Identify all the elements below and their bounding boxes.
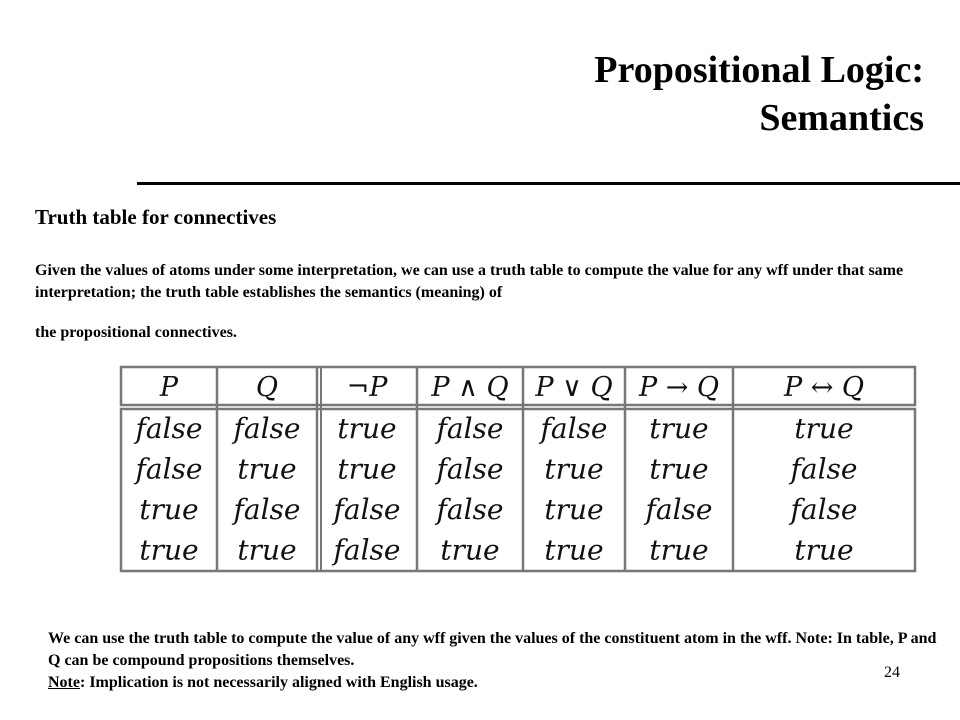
table-cell: true [237,533,297,567]
footer-paragraph [48,628,948,694]
table-cell: true [544,533,604,567]
intro-paragraph [35,260,930,344]
table-cell: false [790,452,858,486]
table-cell: true [139,493,199,527]
table-cell: false [540,412,608,446]
table-cell: true [794,533,854,567]
footer-note-text: : Implication is not necessarily aligned with English usage. [79,674,478,691]
page-number: 24 [884,664,900,681]
intro-line-1: Given the values of atoms under some interpretation, we can use a truth table to compute the value for any wff under that same interpretation; the truth table establishes the semantics (meaning) of [35,262,904,301]
table-cell: false [436,412,504,446]
table-cell: false [333,533,401,567]
title-line-1: Propositional Logic: [594,49,924,91]
table-cell: false [233,412,301,446]
table-cell: false [436,452,504,486]
table-header-3: P ∧ Q [431,372,509,403]
table-cell: true [440,533,500,567]
table-cell: false [333,493,401,527]
table-cell: false [436,493,504,527]
intro-line-2: the propositional connectives. [35,324,237,341]
table-header-2: ¬P [346,372,388,403]
table-cell: true [649,533,709,567]
section-heading: Truth table for connectives [35,205,277,229]
table-cell: true [139,533,199,567]
table-header-0: P [159,372,179,403]
table-cell: false [135,452,203,486]
footer-note [48,672,948,694]
table-header-6: P ↔ Q [783,372,865,403]
table-cell: true [544,493,604,527]
slide-title [594,46,924,142]
table-header-1: Q [255,372,279,403]
table-cell: false [233,493,301,527]
table-cell: true [794,412,854,446]
table-cell: false [790,493,858,527]
truth-table-graphic [119,365,919,575]
table-header-5: P → Q [638,372,720,403]
table-cell: true [337,452,397,486]
table-cell: true [337,412,397,446]
footer-line-1: We can use the truth table to compute the value of any wff given the values of the constituent atom in the wff. Note: In table, P and Q can be compound propositions themselves. [48,630,937,669]
table-cell: true [649,412,709,446]
table-cell: false [135,412,203,446]
table-cell: true [649,452,709,486]
title-line-2: Semantics [759,97,924,139]
table-cell: true [544,452,604,486]
table-cell: true [237,452,297,486]
truth-table [119,365,919,575]
footer-note-label: Note [48,674,80,691]
table-header-4: P ∨ Q [535,372,613,403]
table-cell: false [645,493,713,527]
title-divider [137,182,960,185]
